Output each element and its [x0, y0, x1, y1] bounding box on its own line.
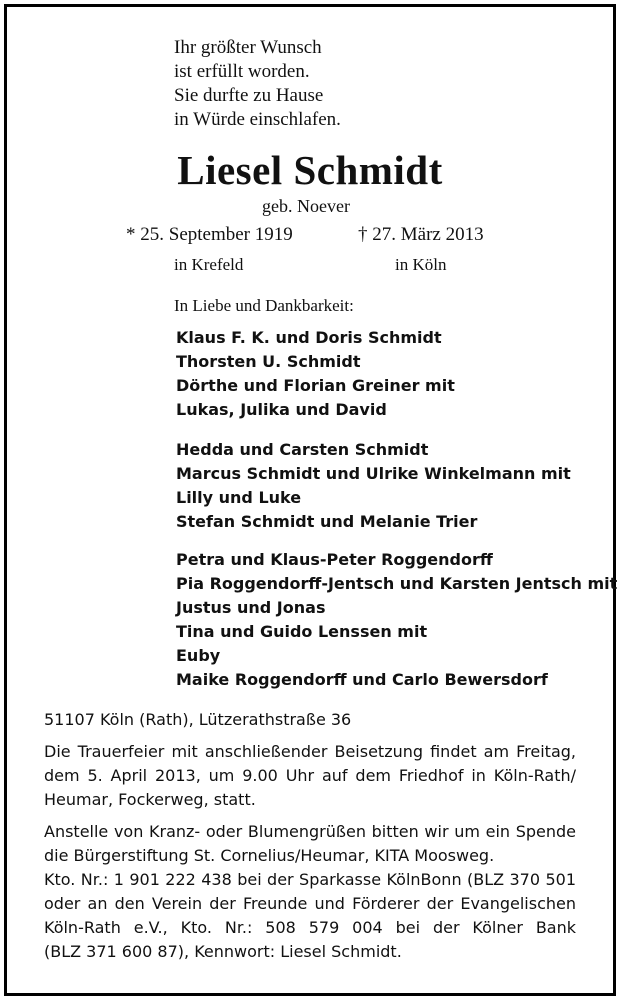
mourner-line: Thorsten U. Schmidt: [176, 352, 361, 371]
quote-line: Ihr größter Wunsch: [174, 37, 322, 58]
paragraph-line: Köln-Rath e.V., Kto. Nr.: 508 579 004 bei der Kölner Bank: [44, 918, 576, 937]
paragraph-line: oder an den Verein der Freunde und Förderer der Evangelischen: [44, 894, 576, 913]
paragraph-line: dem 5. April 2013, um 9.00 Uhr auf dem Friedhof in Köln-Rath/: [44, 766, 576, 785]
mourner-group: [176, 548, 617, 692]
birth-date: * 25. September 1919: [126, 224, 293, 245]
quote-line: in Würde einschlafen.: [174, 109, 341, 130]
funeral-paragraph: [44, 740, 576, 812]
quote-line: Sie durfte zu Hause: [174, 85, 324, 106]
paragraph-line: Kto. Nr.: 1 901 222 438 bei der Sparkasse KölnBonn (BLZ 370 501: [44, 870, 576, 889]
mourner-line: Justus und Jonas: [176, 598, 326, 617]
death-place: in Köln: [395, 255, 447, 274]
mourner-line: Petra und Klaus-Peter Roggendorff: [176, 550, 493, 569]
mourner-line: Maike Roggendorff und Carlo Bewersdorf: [176, 670, 548, 689]
mourner-line: Pia Roggendorff-Jentsch und Karsten Jentsch mit: [176, 574, 618, 593]
maiden-name: geb. Noever: [262, 196, 350, 216]
mourner-group: [176, 438, 571, 534]
paragraph-line: die Bürgerstiftung St. Cornelius/Heumar, KITA Moosweg.: [44, 846, 495, 865]
mourner-line: Stefan Schmidt und Melanie Trier: [176, 512, 478, 531]
mourner-line: Euby: [176, 646, 221, 665]
mourner-line: Klaus F. K. und Doris Schmidt: [176, 328, 442, 347]
mourner-line: Hedda und Carsten Schmidt: [176, 440, 429, 459]
quote-line: ist erfüllt worden.: [174, 61, 310, 82]
deceased-name: Liesel Schmidt: [177, 147, 443, 193]
mourner-line: Tina und Guido Lenssen mit: [176, 622, 428, 641]
address-line: 51107 Köln (Rath), Lützerathstraße 36: [44, 710, 352, 729]
mourners-intro: In Liebe und Dankbarkeit:: [174, 296, 354, 315]
paragraph-line: Die Trauerfeier mit anschließender Beisetzung findet am Freitag,: [44, 742, 576, 761]
paragraph-line: (BLZ 371 600 87), Kennwort: Liesel Schmidt.: [44, 942, 402, 961]
mourner-line: Lilly und Luke: [176, 488, 302, 507]
mourner-line: Lukas, Julika und David: [176, 400, 387, 419]
mourner-line: Dörthe und Florian Greiner mit: [176, 376, 455, 395]
donation-paragraph: [44, 820, 576, 964]
birth-place: in Krefeld: [174, 255, 244, 274]
death-date: † 27. März 2013: [358, 224, 484, 245]
mourner-group: [176, 326, 455, 422]
paragraph-line: Anstelle von Kranz- oder Blumengrüßen bitten wir um ein Spende: [44, 822, 576, 841]
mourner-line: Marcus Schmidt und Ulrike Winkelmann mit: [176, 464, 571, 483]
paragraph-line: Heumar, Fockerweg, statt.: [44, 790, 256, 809]
quote-block: [174, 36, 341, 132]
